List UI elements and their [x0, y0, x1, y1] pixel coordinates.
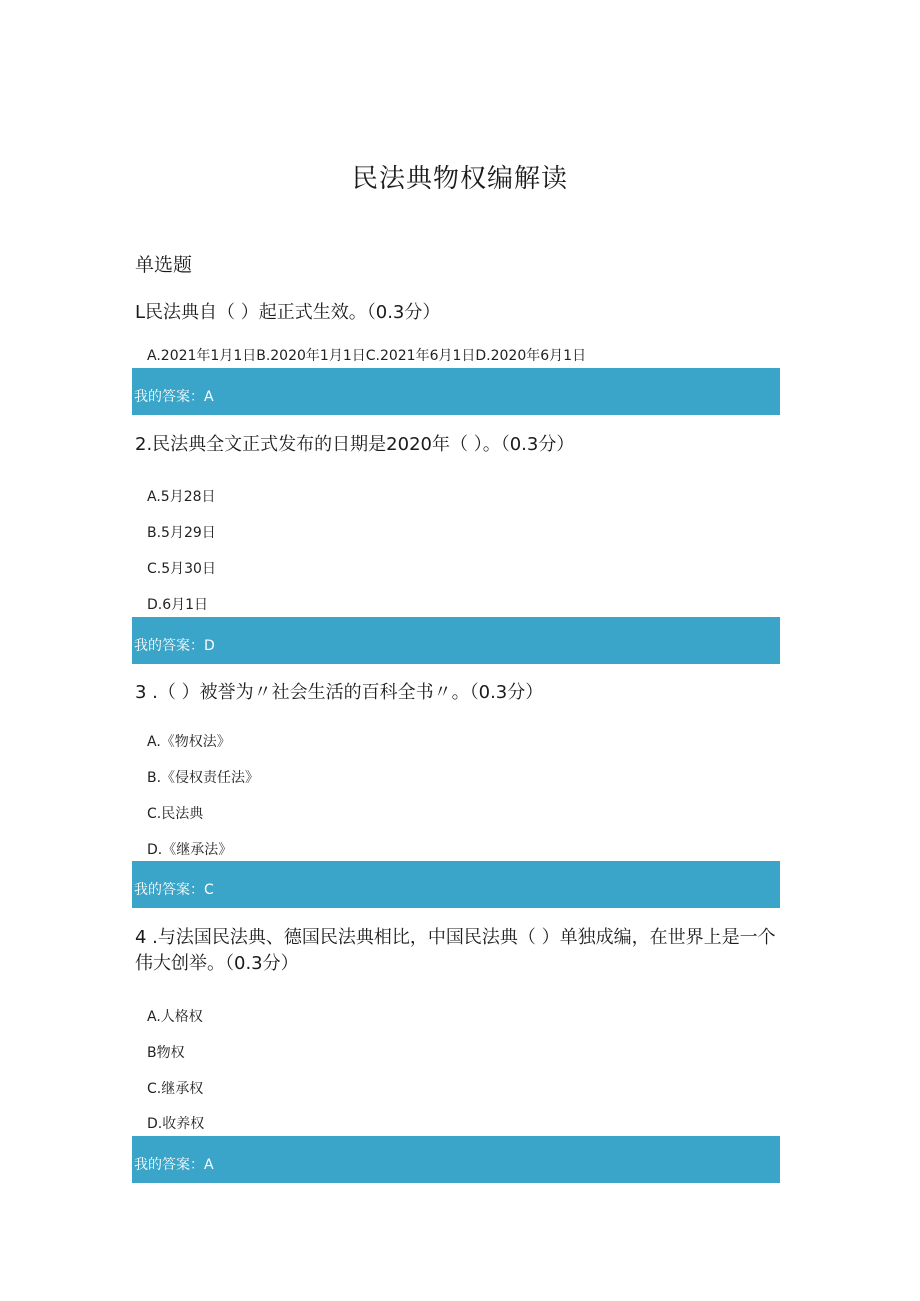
question-2-option-a: A.5月28日: [147, 489, 216, 505]
question-3-answer: 我的答案：C: [134, 882, 214, 898]
question-4-option-d: D.收养权: [147, 1116, 205, 1132]
question-2-text: 2.民法典全文正式发布的日期是2020年（ ）。（0.3分）: [135, 434, 575, 455]
question-1-answer-bar: [132, 368, 780, 415]
question-2-option-c: C.5月30日: [147, 561, 216, 577]
question-4-text: 4 .与法国民法典、德国民法典相比，中国民法典（ ）单独成编，在世界上是一个伟大创举。（0.3分）: [135, 927, 776, 974]
question-2-option-d: D.6月1日: [147, 597, 209, 613]
question-2-answer-bar: [132, 617, 780, 664]
question-4-option-a: A.人格权: [147, 1009, 203, 1025]
section-heading: 单选题: [135, 254, 193, 276]
page-title: 民法典物权编解读: [351, 164, 568, 194]
question-4-option-b: B物权: [147, 1045, 185, 1061]
question-1-answer: 我的答案：A: [134, 389, 214, 405]
question-1-options: A.2021年1月1日B.2020年1月1日C.2021年6月1日D.2020年6月1日: [147, 348, 587, 364]
question-1-text: L民法典自（ ）起正式生效。（0.3分）: [135, 302, 441, 323]
question-3-option-d: D.《继承法》: [147, 842, 233, 858]
question-3-option-a: A.《物权法》: [147, 734, 231, 750]
question-4-answer-bar: [132, 1136, 780, 1183]
question-4-option-c: C.继承权: [147, 1081, 204, 1097]
question-3-option-b: B.《侵权责任法》: [147, 770, 260, 786]
question-3-option-c: C.民法典: [147, 806, 204, 822]
question-3-text: 3 .（ ）被誉为〃社会生活的百科全书〃。（0.3分）: [135, 682, 544, 703]
question-4-answer: 我的答案：A: [134, 1157, 214, 1173]
question-3-answer-bar: [132, 861, 780, 908]
question-2-answer: 我的答案：D: [134, 638, 215, 654]
question-2-option-b: B.5月29日: [147, 525, 216, 541]
